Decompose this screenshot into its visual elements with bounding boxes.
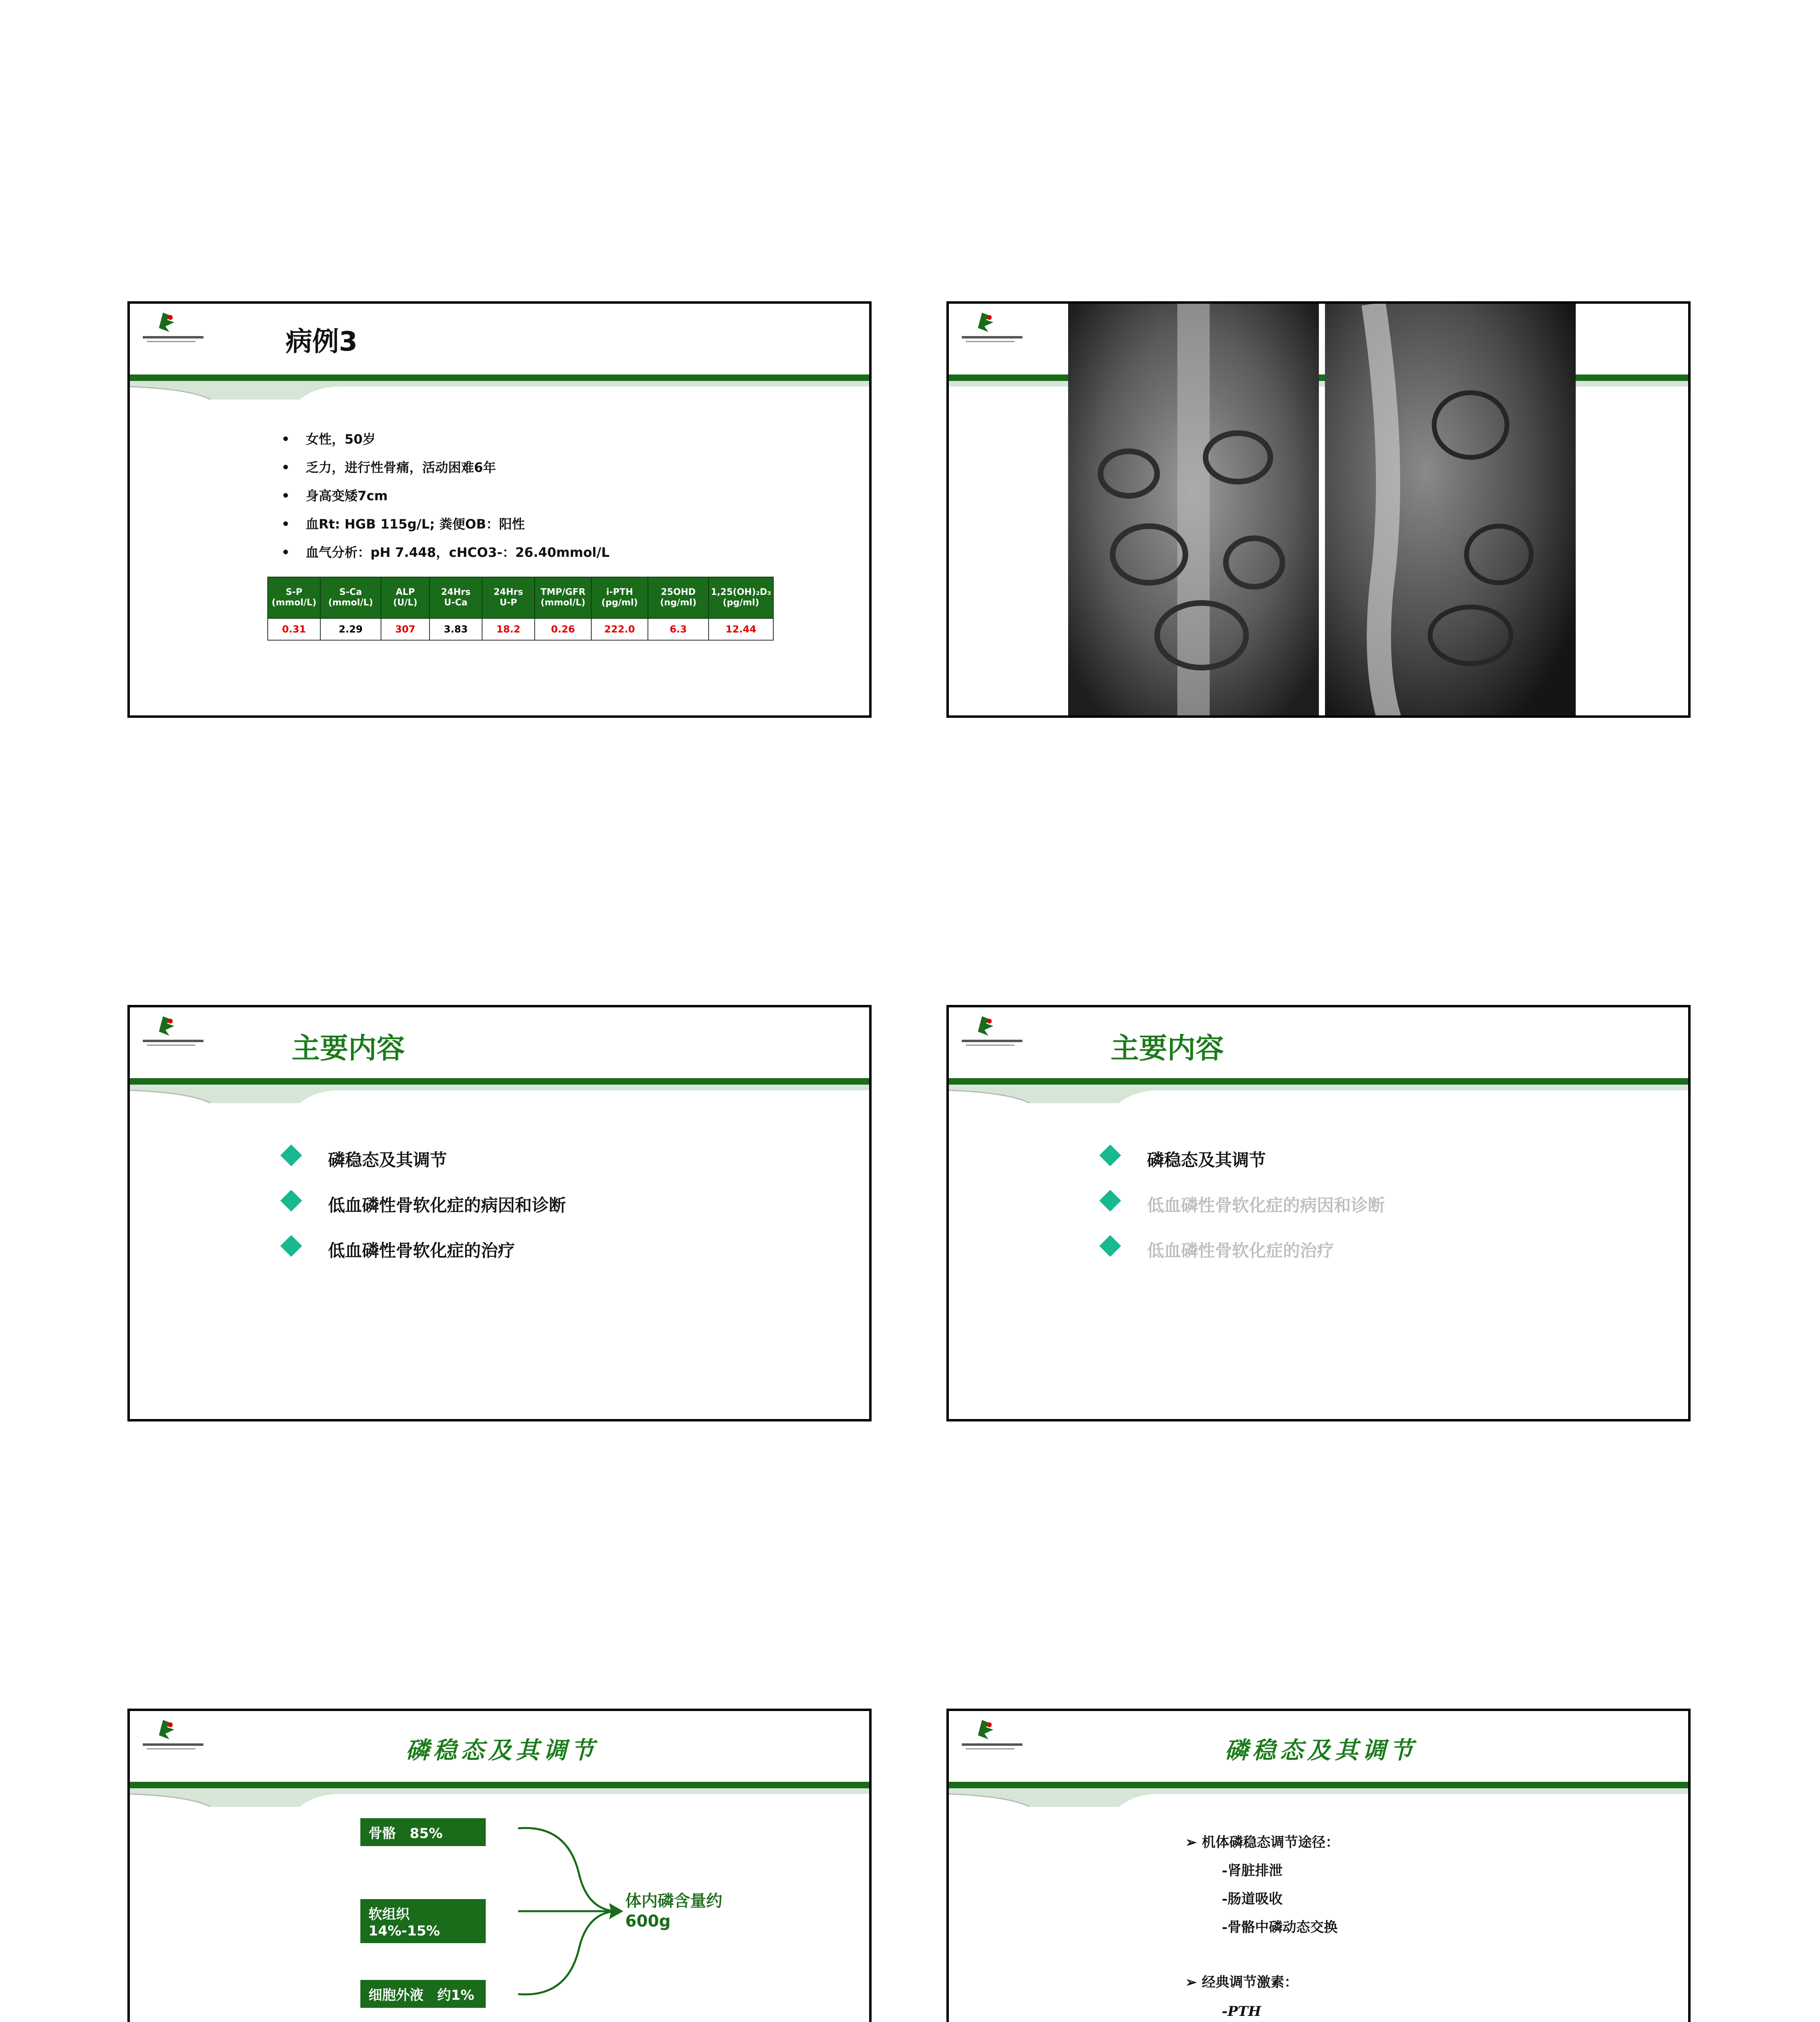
slide-toc-2: [946, 1005, 1691, 1421]
value-cell: 12.44: [709, 618, 773, 640]
slide-xray: [946, 301, 1691, 718]
value-cell: 3.83: [430, 618, 482, 640]
contents-list: [1103, 1147, 1385, 1283]
arrow-bullet-icon: ➢: [1185, 1834, 1197, 1851]
list-item: [284, 1192, 566, 1237]
route-item: -肠道吸收: [1222, 1891, 1283, 1907]
table-header-row: [268, 577, 773, 618]
soft-tissue-phosphate-box: 软组织 14%-15%: [360, 1899, 486, 1943]
lab-results-table: [267, 577, 774, 641]
hormones-heading: 经典调节激素：: [1202, 1974, 1298, 1990]
hormone-item: -PTH: [1222, 2003, 1261, 2020]
list-item: [1103, 1147, 1385, 1192]
hospital-logo: [139, 309, 212, 345]
slide-phosphate-regulation: [946, 1709, 1691, 2022]
diamond-bullet-icon: [1099, 1190, 1121, 1212]
bullet-item: • 乏力，进行性骨痛，活动困难6年: [294, 457, 609, 476]
value-cell: 2.29: [320, 618, 381, 640]
diamond-bullet-icon: [280, 1190, 302, 1212]
header-cell: 24Hrs U-Ca: [430, 577, 482, 618]
header-band: [130, 1078, 872, 1103]
bullet-item: • 身高变矮7cm: [294, 486, 609, 504]
bone-phosphate-box: 骨骼 85%: [360, 1818, 486, 1846]
xray-image-ap: [1068, 304, 1319, 718]
list-item-label: 低血磷性骨软化症的病因和诊断: [328, 1195, 566, 1215]
header-band: [130, 374, 872, 400]
value-cell: 6.3: [648, 618, 709, 640]
xray-image-lateral: [1325, 304, 1576, 718]
list-item: [284, 1147, 566, 1192]
value-cell: 307: [381, 618, 430, 640]
list-item-label: 磷稳态及其调节: [1147, 1150, 1266, 1170]
hospital-logo: [139, 1012, 212, 1049]
list-item: [1103, 1192, 1385, 1237]
header-cell: 25OHD (ng/ml): [648, 577, 709, 618]
header-cell: S-P (mmol/L): [268, 577, 320, 618]
bullet-item: • 女性，50岁: [294, 429, 609, 448]
header-band: [949, 1782, 1691, 1807]
slide-case-3: [127, 301, 872, 718]
total-phosphate-label: 体内磷含量约600g: [625, 1892, 722, 1931]
value-cell: 0.31: [268, 618, 320, 640]
header-band: [949, 374, 1691, 400]
routes-heading: 机体磷稳态调节途径：: [1202, 1834, 1340, 1851]
list-item-label: 低血磷性骨软化症的治疗: [328, 1241, 515, 1261]
header-band: [949, 1078, 1691, 1103]
slide-title: 主要内容: [292, 1032, 405, 1065]
list-item-label: 低血磷性骨软化症的病因和诊断: [1147, 1195, 1385, 1215]
extracellular-phosphate-box: 细胞外液 约1%: [360, 1980, 486, 2008]
bullet-item: • 血气分析：pH 7.448，cHCO3-：26.40mmol/L: [294, 542, 609, 561]
converging-arrows: [518, 1824, 623, 2002]
header-cell: 24Hrs U-P: [482, 577, 535, 618]
route-item: -肾脏排泄: [1222, 1863, 1283, 1879]
slide-toc-1: [127, 1005, 872, 1421]
diamond-bullet-icon: [1099, 1235, 1121, 1257]
header-cell: 1,25(OH)₂D₃ (pg/ml): [709, 577, 773, 618]
value-cell: 18.2: [482, 618, 535, 640]
patient-info-list: [294, 429, 609, 571]
slide-title: 磷稳态及其调节: [1224, 1736, 1417, 1764]
header-cell: TMP/GFR (mmol/L): [535, 577, 591, 618]
slide-title: 病例3: [286, 326, 358, 357]
value-cell: 0.26: [535, 618, 591, 640]
header-band: [130, 1782, 872, 1807]
table-row: [268, 618, 773, 640]
hospital-logo: [958, 1012, 1031, 1049]
regulating-hormones: [1185, 1968, 1323, 2022]
arrow-bullet-icon: ➢: [1185, 1974, 1197, 1990]
slide-phosphate-distribution: [127, 1709, 872, 2022]
header-cell: S-Ca (mmol/L): [320, 577, 381, 618]
header-cell: i-PTH (pg/ml): [591, 577, 648, 618]
contents-list: [284, 1147, 566, 1283]
list-item-label: 磷稳态及其调节: [328, 1150, 447, 1170]
list-item: [1103, 1237, 1385, 1283]
route-item: -骨骼中磷动态交换: [1222, 1919, 1338, 1935]
list-item: [284, 1237, 566, 1283]
hospital-logo: [958, 309, 1031, 345]
regulation-routes: [1185, 1828, 1339, 1942]
value-cell: 222.0: [591, 618, 648, 640]
list-item-label: 低血磷性骨软化症的治疗: [1147, 1241, 1334, 1261]
slide-title: 磷稳态及其调节: [405, 1736, 598, 1764]
header-cell: ALP (U/L): [381, 577, 430, 618]
diamond-bullet-icon: [280, 1235, 302, 1257]
bullet-item: • 血Rt: HGB 115g/L; 粪便OB：阳性: [294, 514, 609, 533]
diamond-bullet-icon: [280, 1144, 302, 1166]
slide-title: 主要内容: [1111, 1032, 1224, 1065]
diamond-bullet-icon: [1099, 1144, 1121, 1166]
